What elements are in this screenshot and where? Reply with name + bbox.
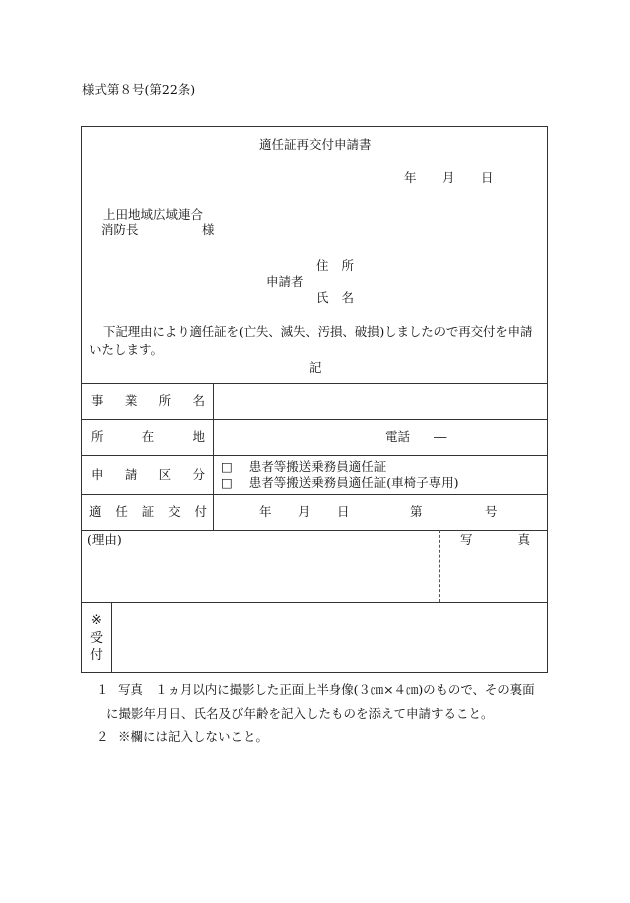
- request-text-line2: いたします。: [89, 342, 164, 357]
- table-line: [81, 530, 548, 531]
- office-name-label: 事 業 所 名: [91, 393, 205, 408]
- request-text-line1: 下記理由により適任証を(亡失、滅失、汚損、破損)しましたので再交付を申請: [103, 324, 533, 339]
- phone-dash: ―: [434, 429, 447, 444]
- location-label: 所 在 地: [91, 429, 205, 444]
- issue-year-label: 年: [259, 504, 272, 519]
- addressee-honorific: 様: [202, 222, 215, 237]
- photo-label: 写 真: [460, 532, 530, 547]
- table-line: [81, 494, 548, 495]
- reason-label: (理由): [87, 532, 122, 547]
- date-month-label: 月: [442, 170, 455, 185]
- note-2-text: ※欄には記入しないこと。: [118, 729, 269, 744]
- issue-number-prefix: 第: [410, 504, 423, 519]
- applicant-label: 申請者: [266, 274, 304, 289]
- reception-divider: [111, 602, 112, 673]
- category-option-1[interactable]: [221, 461, 386, 474]
- addressee-title: 消防長: [101, 222, 139, 237]
- applicant-name-label: 氏 名: [316, 290, 354, 305]
- table-line: [81, 455, 548, 456]
- issue-number-suffix: 号: [485, 504, 498, 519]
- form-number-label: 様式第８号(第22条): [82, 82, 196, 97]
- addressee-organization: 上田地域広域連合: [103, 207, 204, 222]
- applicant-address-label: 住 所: [316, 258, 354, 273]
- issue-month-label: 月: [298, 504, 311, 519]
- ki-label: 記: [309, 360, 322, 375]
- reason-field[interactable]: [82, 548, 438, 601]
- date-year-label: 年: [404, 170, 417, 185]
- photo-area-divider: [439, 530, 440, 602]
- form-title: 適任証再交付申請書: [259, 137, 372, 152]
- note-1-continuation: に撮影年月日、氏名及び年齢を記入したものを添えて申請すること。: [106, 706, 494, 721]
- location-field[interactable]: [214, 420, 547, 454]
- note-2-number: ２: [96, 729, 109, 744]
- issue-label: 適 任 証 交 付: [89, 504, 207, 519]
- category-label: 申 請 区 分: [91, 467, 205, 482]
- reception-label: ※ 受 付: [89, 613, 103, 664]
- checkbox-icon[interactable]: □: [221, 475, 233, 490]
- phone-label: 電話: [385, 429, 411, 444]
- category-option-2-text: 患者等搬送乗務員適任証(車椅子専用): [248, 475, 459, 490]
- note-1-number: １: [96, 682, 109, 697]
- date-day-label: 日: [481, 170, 494, 185]
- checkbox-icon[interactable]: □: [221, 459, 233, 474]
- category-option-1-text: 患者等搬送乗務員適任証: [248, 459, 387, 474]
- issue-day-label: 日: [337, 504, 350, 519]
- category-option-2[interactable]: [221, 477, 459, 490]
- note-1-text: 写真 １ヵ月以内に撮影した正面上半身像(３㎝×４㎝)のもので、その裏面: [118, 682, 535, 697]
- table-line: [81, 602, 548, 603]
- office-name-field[interactable]: [214, 384, 547, 418]
